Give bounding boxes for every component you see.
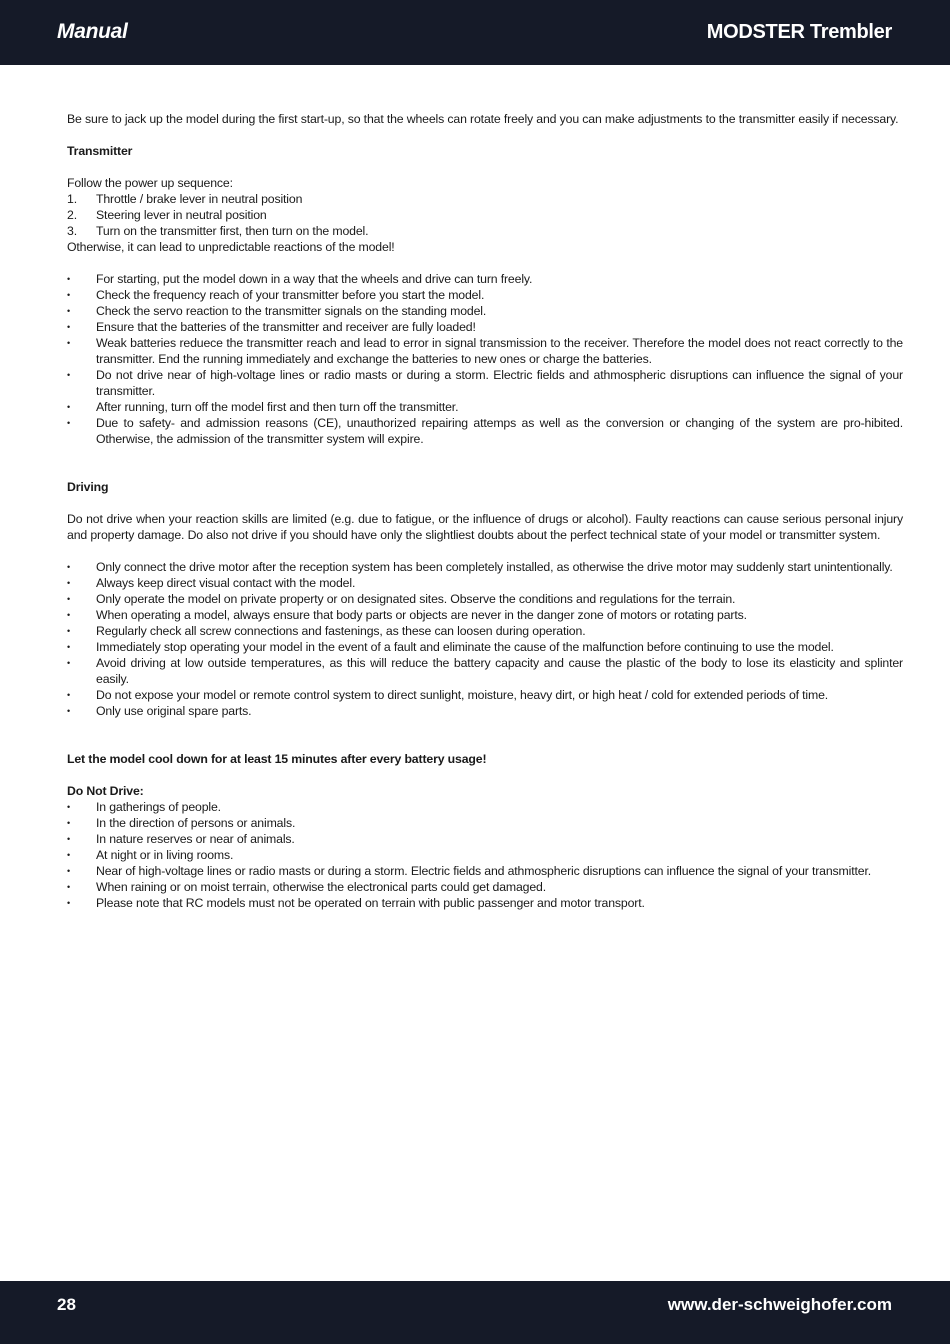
list-item: • In the direction of persons or animals. (67, 815, 903, 831)
page-footer (0, 1281, 950, 1344)
list-item: • In nature reserves or near of animals. (67, 831, 903, 847)
list-item: • Do not drive near of high-voltage lines or radio masts or during a storm. Electric fields and athmospheric disruptions can influence the signal of your transmitter. (67, 367, 903, 399)
list-item: • Please note that RC models must not be operated on terrain with public passenger and motor transport. (67, 895, 903, 911)
header-title: Manual (57, 20, 128, 43)
step-text: Throttle / brake lever in neutral position (96, 192, 303, 206)
list-item: • Regularly check all screw connections and fastenings, as these can loosen during operation. (67, 623, 903, 639)
list-item: • For starting, put the model down in a way that the wheels and drive can turn freely. (67, 271, 903, 287)
transmitter-bullet-list (67, 271, 903, 447)
list-item: • At night or in living rooms. (67, 847, 903, 863)
list-item: • Only use original spare parts. (67, 703, 903, 719)
website-url: www.der-schweighofer.com (667, 1295, 892, 1314)
list-item: • After running, turn off the model first and then turn off the transmitter. (67, 399, 903, 415)
cooldown-notice: Let the model cool down for at least 15 minutes after every battery usage! (67, 752, 487, 766)
list-item: • In gatherings of people. (67, 799, 903, 815)
intro-paragraph: Be sure to jack up the model during the first start-up, so that the wheels can rotate freely and you can make adjustments to the transmitter easily if necessary. (67, 112, 899, 126)
do-not-drive-heading: Do Not Drive: (67, 784, 144, 798)
list-item: • Avoid driving at low outside temperatures, as this will reduce the battery capacity and cause the plastic of the body to lose its elasticity and splinter easily. (67, 655, 903, 687)
list-item: • Immediately stop operating your model in the event of a fault and eliminate the cause of the malfunction before continuing to use the model. (67, 639, 903, 655)
transmitter-heading: Transmitter (67, 144, 133, 158)
list-item: • When raining or on moist terrain, otherwise the electronical parts could get damaged. (67, 879, 903, 895)
power-up-steps (67, 191, 903, 239)
list-item: • Check the frequency reach of your transmitter before you start the model. (67, 287, 903, 303)
sequence-warning: Otherwise, it can lead to unpredictable reactions of the model! (67, 240, 395, 254)
list-item: • Always keep direct visual contact with the model. (67, 575, 903, 591)
header-product-name: MODSTER Trembler (706, 21, 892, 43)
list-item: • Due to safety- and admission reasons (CE), unauthorized repairing attemps as well as the conversion or changing of the system are pro-hibited. Otherwise, the admission of the transmitter system will expire. (67, 415, 903, 447)
step-number: 1. (67, 192, 77, 206)
list-item: • Check the servo reaction to the transmitter signals on the standing model. (67, 303, 903, 319)
step-text: Steering lever in neutral position (96, 208, 267, 222)
list-item: • Do not expose your model or remote control system to direct sunlight, moisture, heavy dirt, or high heat / cold for extended periods of time. (67, 687, 903, 703)
step-number: 2. (67, 208, 77, 222)
driving-heading: Driving (67, 480, 109, 494)
step-item (67, 223, 903, 239)
list-item: • Ensure that the batteries of the transmitter and receiver are fully loaded! (67, 319, 903, 335)
sequence-intro: Follow the power up sequence: (67, 176, 233, 190)
page-number: 28 (57, 1295, 76, 1314)
page-content (67, 111, 903, 911)
list-item: • Near of high-voltage lines or radio masts or during a storm. Electric fields and athmospheric disruptions can influence the signal of your transmitter. (67, 863, 903, 879)
step-text: Turn on the transmitter first, then turn on the model. (96, 224, 369, 238)
step-item (67, 207, 903, 223)
step-number: 3. (67, 224, 77, 238)
list-item: • Only connect the drive motor after the reception system has been completely installed, as otherwise the drive motor may suddenly start unintentionally. (67, 559, 903, 575)
driving-intro: Do not drive when your reaction skills are limited (e.g. due to fatigue, or the influence of drugs or alcohol). Faulty reactions can cause serious personal injury and property damage. Do also not drive if you should have only the slightliest doubts about the perfect technical state of your model or transmitter system. (67, 512, 903, 542)
page-header (0, 0, 950, 65)
list-item: • Weak batteries reduece the transmitter reach and lead to error in signal transmission to the receiver. Therefore the model does not react correctly to the transmitter. End the running immediately and exchange the batteries to new ones or charge the batteries. (67, 335, 903, 367)
driving-bullet-list (67, 559, 903, 719)
do-not-drive-list (67, 799, 903, 911)
list-item: • When operating a model, always ensure that body parts or objects are never in the danger zone of motors or rotating parts. (67, 607, 903, 623)
list-item: • Only operate the model on private property or on designated sites. Observe the conditions and regulations for the terrain. (67, 591, 903, 607)
step-item (67, 191, 903, 207)
